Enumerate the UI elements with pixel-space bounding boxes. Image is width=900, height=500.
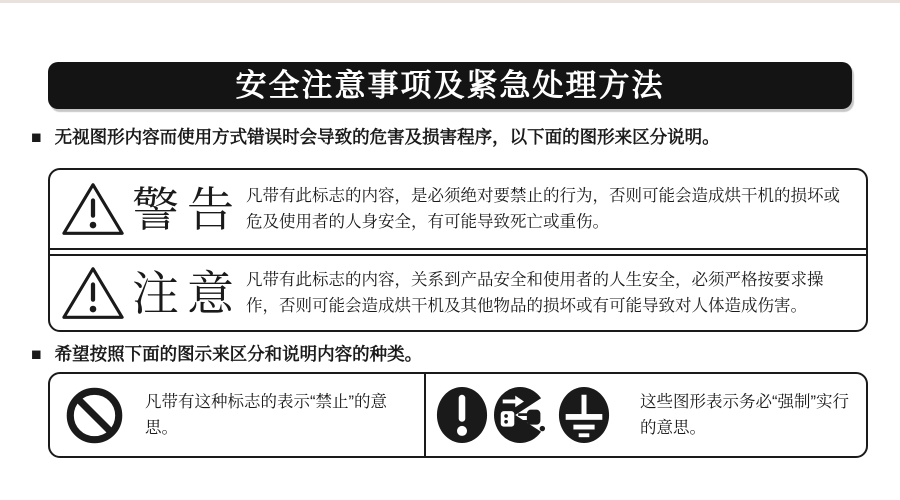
severity-label: 警告	[132, 182, 242, 236]
square-bullet-icon: ■	[31, 127, 42, 147]
row-divider	[50, 248, 866, 256]
mandatory-description: 这些图形表示务必“强制”实行的意思。	[640, 392, 849, 437]
severity-table	[48, 168, 868, 332]
section-heading-text: 希望按照下面的图示来区分和说明内容的种类。	[54, 344, 423, 364]
prohibition-icon	[66, 387, 123, 444]
section-heading-text: 无视图形内容而使用方式错误时会导致的危害及损害程序，以下面的图形来区分说明。	[54, 127, 720, 147]
warning-triangle-icon	[60, 179, 126, 239]
page-title: 安全注意事项及紧急处理方法	[235, 68, 665, 103]
symbol-table	[48, 372, 868, 458]
square-bullet-icon: ■	[31, 344, 42, 364]
prohibition-cell	[50, 374, 426, 456]
mandatory-icon-group	[435, 386, 614, 444]
severity-description: 凡带有此标志的内容，关系到产品安全和使用者的人生安全，必须严格按要求操作，否则可能会造成烘干机及其他物品的损坏或有可能导致对人体造成伤害。	[246, 270, 824, 315]
section-heading-hazard-levels	[31, 127, 720, 148]
severity-description: 凡带有此标志的内容，是必须绝对要禁止的行为，否则可能会造成烘干机的损坏或危及使用者的人身安全，有可能导致死亡或重伤。	[246, 186, 840, 231]
warning-triangle-icon	[60, 263, 126, 323]
section-heading-symbol-types	[31, 344, 422, 365]
exclamation-circle-icon	[435, 386, 489, 444]
scan-edge-line	[0, 0, 900, 3]
table-row-caution	[50, 256, 866, 330]
mandatory-cell	[426, 374, 866, 456]
warning-icon-cell	[50, 179, 246, 239]
title-banner	[48, 62, 852, 109]
unplug-circle-icon	[492, 386, 554, 444]
prohibition-description: 凡带有这种标志的表示“禁止”的意思。	[145, 392, 387, 437]
ground-circle-icon	[557, 386, 611, 444]
caution-icon-cell	[50, 263, 246, 323]
table-row-warning	[50, 170, 866, 248]
severity-label: 注意	[132, 266, 242, 320]
